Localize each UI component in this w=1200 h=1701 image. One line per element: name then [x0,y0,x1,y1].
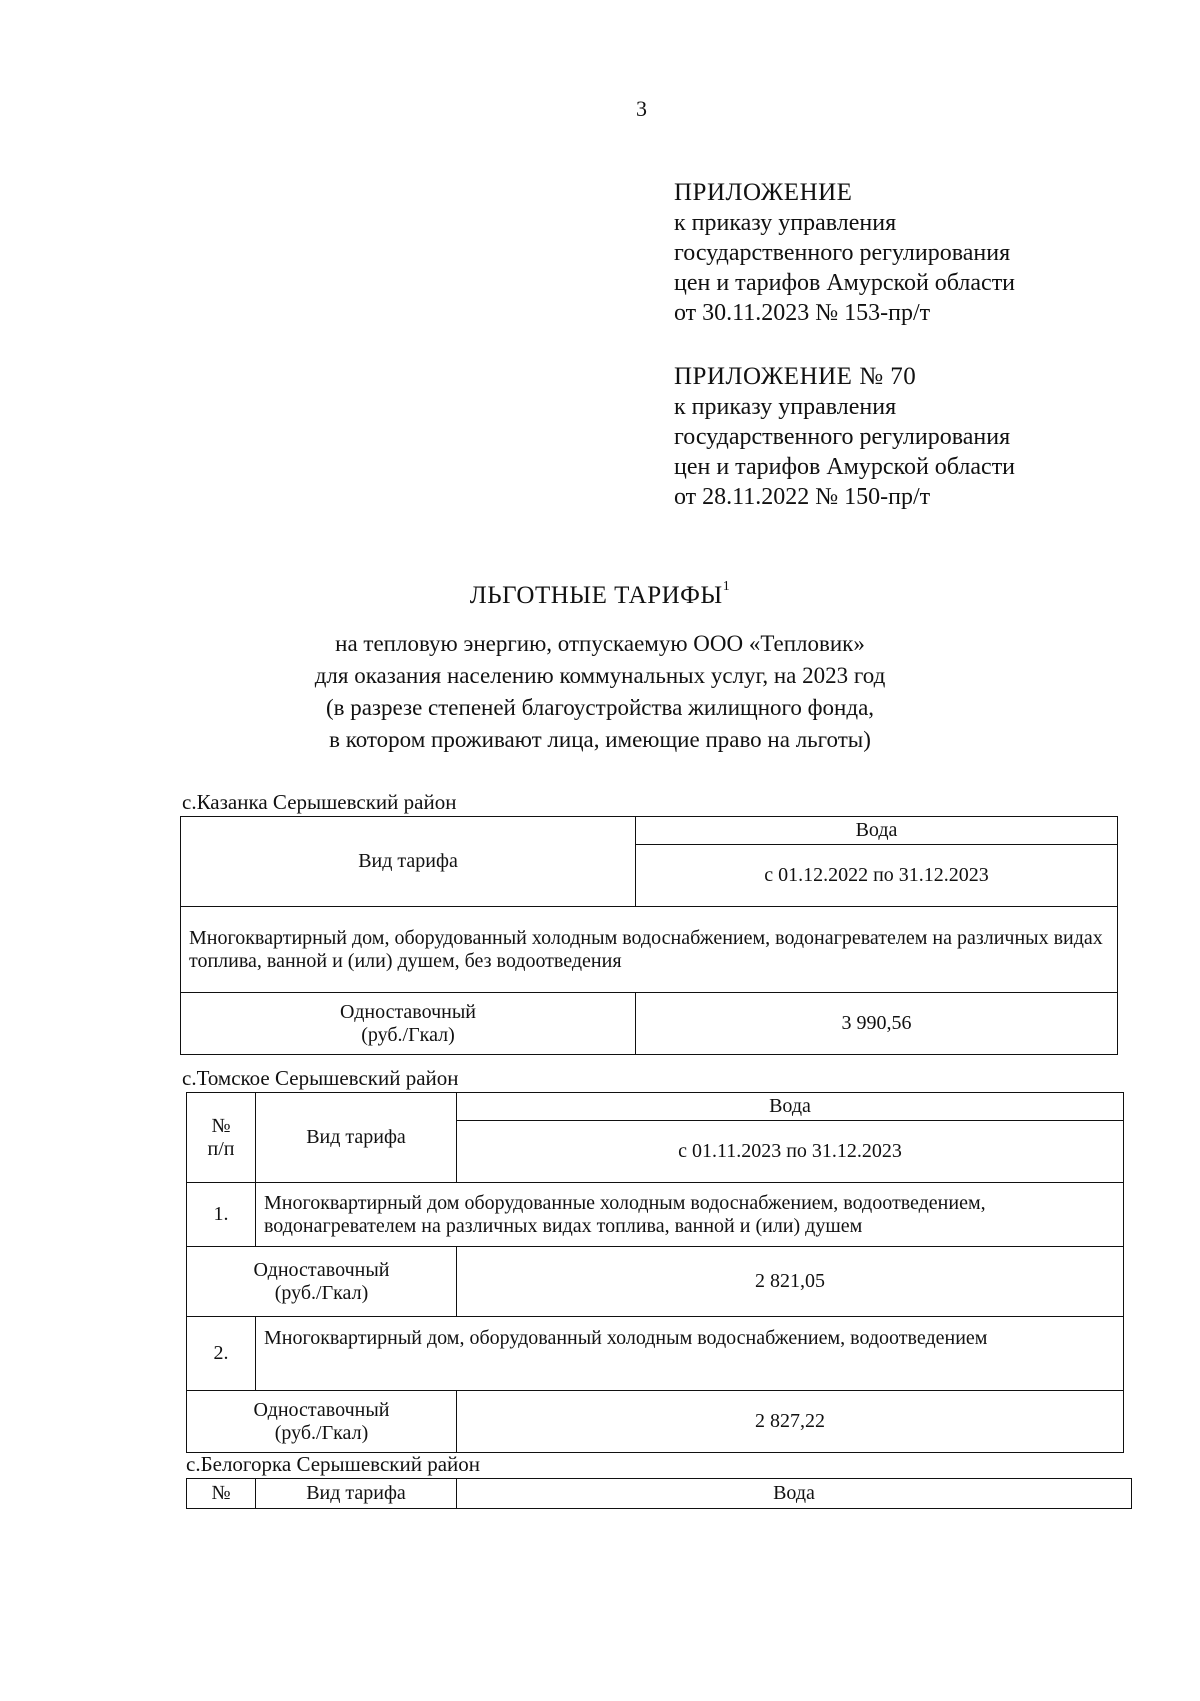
appendix-line: к приказу управления [674,210,897,236]
document-title-text: ЛЬГОТНЫЕ ТАРИФЫ [469,582,723,609]
rate-type: Одноставочный [253,1258,390,1281]
header-period: с 01.11.2023 по 31.12.2023 [457,1121,1124,1183]
header-resource: Вода [636,817,1118,845]
appendix-title: ПРИЛОЖЕНИЕ [674,179,853,206]
header-tariff-type: Вид тарифа [181,817,636,907]
housing-category: Многоквартирный дом, оборудованный холодным водоснабжением, водоотведением [256,1317,1124,1391]
header-tariff-type: Вид тарифа [256,1093,457,1183]
header-period: с 01.12.2022 по 31.12.2023 [636,845,1118,907]
title-footnote-mark: 1 [722,578,731,594]
housing-category: Многоквартирный дом, оборудованный холодным водоснабжением, водонагревателем на различных видах топлива, ванной и (или) душем, без водоотведения [181,907,1118,993]
appendix-line: государственного регулирования [674,424,1011,450]
rate-unit: (руб./Гкал) [361,1023,455,1046]
appendix-line: цен и тарифов Амурской области [674,270,1016,296]
rate-type-cell [181,993,636,1055]
header-tariff-type: Вид тарифа [256,1479,457,1509]
appendix-header-original [674,362,1015,512]
housing-category: Многоквартирный дом оборудованные холодным водоснабжением, водоотведением, водонагревателем на различных видах топлива, ванной и (или) душем [256,1183,1124,1247]
header-resource: Вода [457,1093,1124,1121]
header-row-number [187,1093,256,1183]
subtitle-line: для оказания населению коммунальных услуг, на 2023 год [314,663,886,688]
subtitle-line: (в разрезе степеней благоустройства жилищного фонда, [325,695,875,720]
rate-type: Одноставочный [253,1398,390,1421]
header-number-abbr: п/п [207,1137,235,1160]
document-subtitle [0,628,1200,756]
appendix-line: к приказу управления [674,394,897,420]
appendix-line: цен и тарифов Амурской области [674,454,1016,480]
document-title [0,578,1200,610]
section-label-belogorka: с.Белогорка Серышевский район [186,1452,480,1476]
appendix-title: ПРИЛОЖЕНИЕ № 70 [674,363,917,390]
rate-unit: (руб./Гкал) [274,1281,369,1304]
tariff-table-kazanka [180,816,1118,1055]
page-number: 3 [636,96,647,121]
section-label-kazanka: с.Казанка Серышевский район [182,790,457,814]
rate-unit: (руб./Гкал) [274,1421,369,1444]
section-label-tomskoe: с.Томское Серышевский район [182,1066,459,1090]
tariff-table-tomskoe [186,1092,1124,1453]
subtitle-line: в котором проживают лица, имеющие право на льготы) [329,727,871,752]
header-number-sign: № [187,1479,256,1509]
header-resource: Вода [457,1479,1132,1509]
subtitle-line: на тепловую энергию, отпускаемую ООО «Тепловик» [335,631,865,656]
tariff-value: 2 827,22 [457,1391,1124,1453]
appendix-order-ref: от 30.11.2023 № 153-пр/т [674,300,931,326]
row-number: 1. [187,1183,256,1247]
rate-type-cell [187,1391,457,1453]
header-number-sign: № [211,1114,231,1137]
rate-type-cell [187,1247,457,1317]
tariff-table-belogorka [186,1478,1132,1509]
rate-type: Одноставочный [340,1000,477,1023]
appendix-line: государственного регулирования [674,240,1011,266]
appendix-order-ref: от 28.11.2022 № 150-пр/т [674,484,931,510]
row-number: 2. [187,1317,256,1391]
tariff-value: 2 821,05 [457,1247,1124,1317]
tariff-value: 3 990,56 [636,993,1118,1055]
appendix-header-current [674,178,1015,328]
